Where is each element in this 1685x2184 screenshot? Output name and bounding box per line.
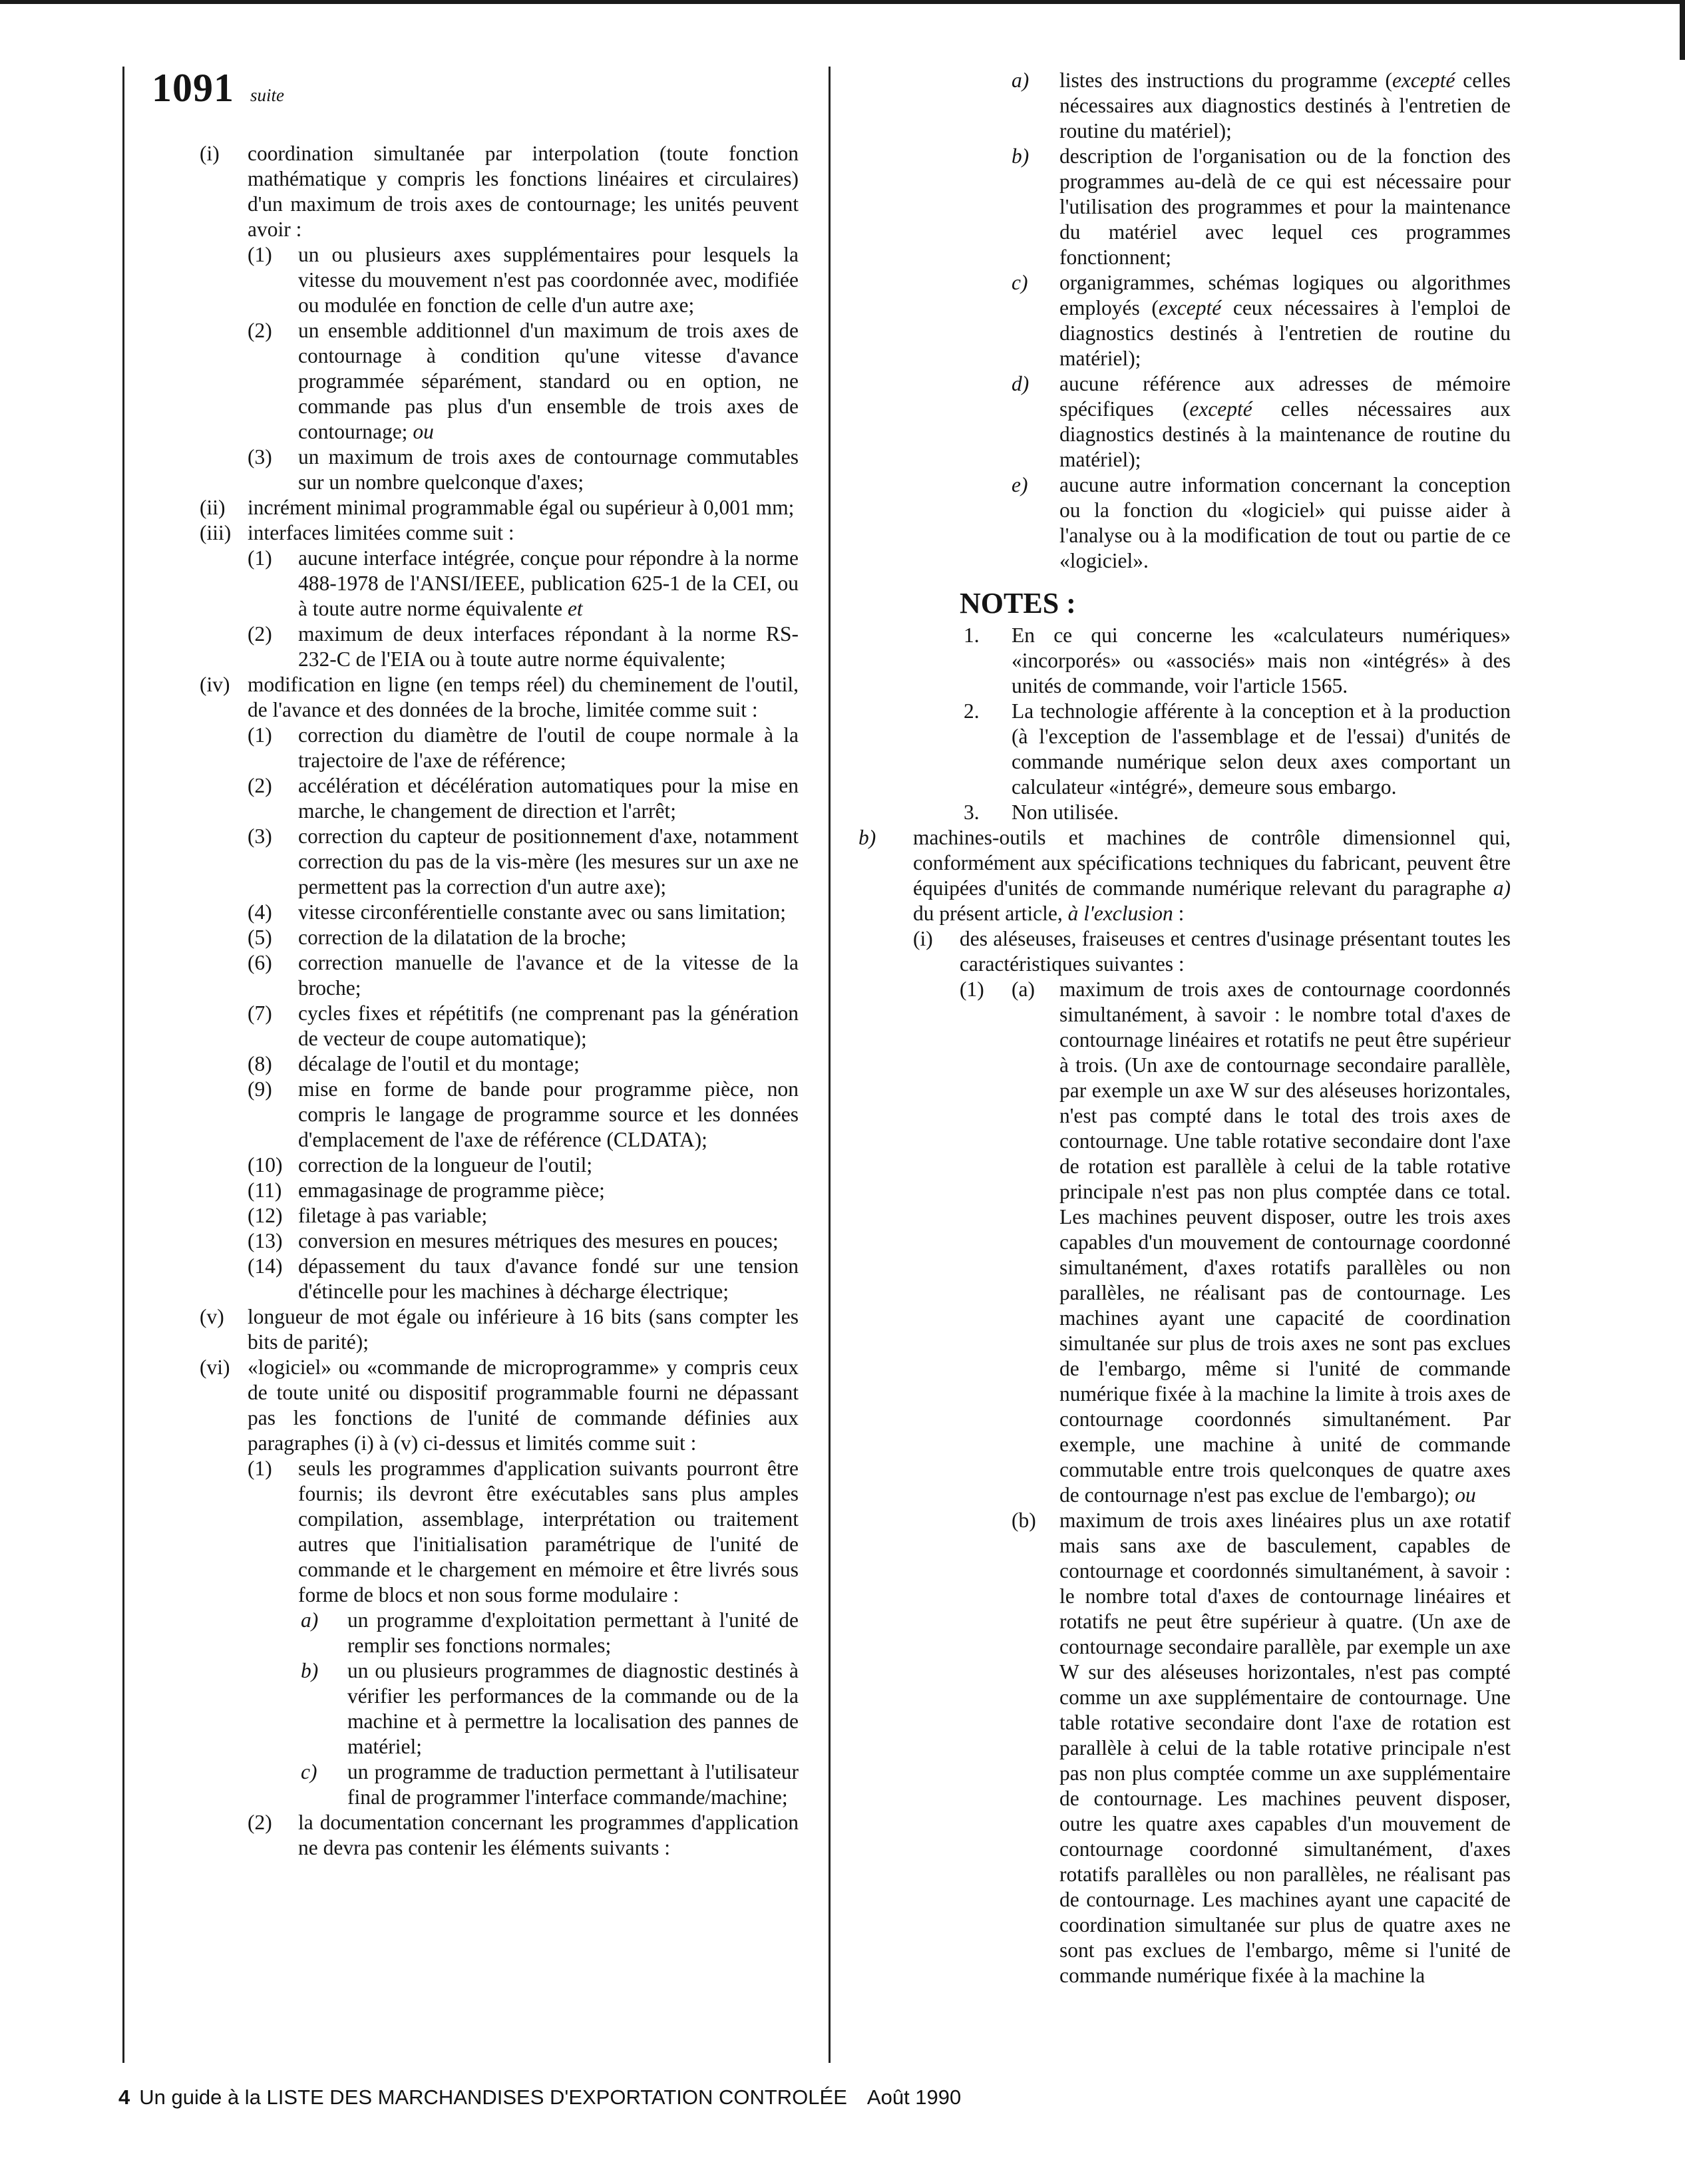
right-edge-rule [1680, 0, 1685, 60]
item-vi-1-c [200, 1759, 799, 1810]
doc-sub-e [858, 472, 1511, 574]
item-iv-list [200, 723, 799, 1304]
item-label: (2) [248, 622, 272, 645]
item-text: un ou plusieurs programmes de diagnostic destinés à vérifier les performances de la commande ou de la machine et à permettre la localisation des pannes de matériel; [347, 1659, 799, 1758]
item-iv-1 [200, 723, 799, 773]
item-label: (13) [248, 1229, 283, 1252]
item-text: machines-outils et machines de contrôle dimensionnel qui, conformément aux spécifications techniques du fabricant, peuvent être équipées d'unités de commande numérique relevant du paragraphe [913, 826, 1511, 900]
item-iv-10 [200, 1153, 799, 1178]
item-label: (iv) [200, 673, 230, 696]
item-vi-1 [200, 1456, 799, 1608]
item-text: des aléseuses, fraiseuses et centres d'usinage présentant toutes les caractéristiques suivantes : [960, 927, 1511, 976]
item-text: mise en forme de bande pour programme pièce, non compris le langage de programme source et les données d'emplacement de l'axe de référence (CLDATA); [298, 1077, 799, 1151]
note-label: 2. [964, 699, 980, 723]
item-text: correction du capteur de positionnement d'axe, notamment correction du pas de la vis-mère (les mesures sur un axe ne permettent pas la correction d'un autre axe); [298, 824, 799, 898]
item-b-i [858, 926, 1511, 977]
item-text: maximum de trois axes linéaires plus un axe rotatif mais sans axe de basculement, capables de contournage et coordonnés simultanément, à savoir : le nombre total d'axes de contournage linéaires et rotatifs ne peut être supérieur à quatre. (Un axe de contournage secondaire parallèle, par exemple un axe W sur des aléseuses horizontales, n'est pas compté comme un axe supplémentaire de contournage. Une table rotative secondaire dont l'axe de rotation est parallèle à celui de la table rotative principale n'est pas non plus comptée comme un axe supplémentaire de contournage. Les machines peuvent disposer, outre les quatre axes capables d'un mouvement de contournage coordonné simultanément, d'axes rotatifs parallèles ou non parallèles, ne réalisant pas de contournage. Les machines ayant une capacité de coordination simultanée sur plus de quatre axes ne sont pas exclues de l'embargo, même si l'unité de commande numérique fixée à la machine la [1059, 1509, 1511, 1987]
item-label: (i) [200, 142, 220, 165]
item-label: (12) [248, 1204, 283, 1227]
emphasis-text: a) [1493, 876, 1511, 900]
item-text: aucune interface intégrée, conçue pour répondre à la norme 488-1978 de l'ANSI/IEEE, publication 625-1 de la CEI, ou à toute autre norme équivalente [298, 546, 799, 620]
item-iv-8 [200, 1051, 799, 1077]
item-text: modification en ligne (en temps réel) du cheminement de l'outil, de l'avance et des données de la broche, limitée comme suit : [248, 673, 799, 721]
item-text: incrément minimal programmable égal ou supérieur à 0,001 mm; [248, 496, 795, 519]
item-label: (4) [248, 900, 272, 924]
doc-sub-d [858, 371, 1511, 472]
item-iv-11 [200, 1178, 799, 1203]
article-number: 1091 [152, 66, 234, 110]
item-iv-7 [200, 1001, 799, 1051]
item-text: interfaces limitées comme suit : [248, 521, 514, 544]
item-b [858, 825, 1511, 926]
item-vi-2 [200, 1810, 799, 1861]
conjunction-text: et [567, 597, 583, 620]
item-sublabel: (a) [1012, 978, 1035, 1001]
item-text: ceux nécessaires à l'emploi de diagnostics destinés à l'entretien de routine du matériel); [1059, 296, 1511, 370]
item-text: aucune référence aux adresses de mémoire spécifiques ( [1059, 372, 1511, 421]
item-ii [200, 495, 799, 520]
item-label: c) [1012, 271, 1028, 294]
item-label: (8) [248, 1052, 272, 1075]
item-label: (10) [248, 1153, 283, 1177]
item-iii-2 [200, 622, 799, 672]
item-i [200, 141, 799, 242]
item-label: (2) [248, 1811, 272, 1834]
item-text: filetage à pas variable; [298, 1204, 488, 1227]
notes-heading: NOTES : [960, 587, 1076, 620]
footer-title: Un guide à la LISTE DES MARCHANDISES D'EXPORTATION CONTROLÉE [139, 2086, 847, 2109]
item-label: (3) [248, 824, 272, 848]
item-label: (1) [248, 546, 272, 570]
section-header [152, 67, 284, 109]
doc-sub-b [858, 144, 1511, 270]
item-text: celles nécessaires aux diagnostics destinés à l'entretien de routine du matériel); [1059, 69, 1511, 142]
item-iv-12 [200, 1203, 799, 1228]
item-text: listes des instructions du programme ( [1059, 69, 1393, 92]
note-text: La technologie afférente à la conception et à la production (à l'exception de l'assemblage et de l'essai) d'unités de commande numérique selon deux axes comportant un calculateur «intégré», demeure sous embargo. [1012, 699, 1511, 799]
item-iv-14 [200, 1254, 799, 1304]
item-i-3 [200, 445, 799, 495]
item-label: (ii) [200, 496, 226, 519]
item-iv-4 [200, 900, 799, 925]
item-text: un ou plusieurs axes supplémentaires pour lesquels la vitesse du mouvement n'est pas coordonnée avec, modifiée ou modulée en fonction de celle d'un autre axe; [298, 243, 799, 317]
item-text: description de l'organisation ou de la fonction des programmes au-delà de ce qui est nécessaire pour l'utilisation des programmes et pour la maintenance du matériel avec lequel ces programmes fonctionnent; [1059, 144, 1511, 269]
left-margin-rule [122, 67, 124, 2063]
item-iv-9 [200, 1077, 799, 1153]
item-i-2 [200, 318, 799, 445]
column-divider-rule [829, 67, 831, 2063]
conjunction-text: ou [1455, 1483, 1476, 1507]
item-label: (9) [248, 1077, 272, 1101]
item-text: celles nécessaires aux diagnostics destinés à la maintenance de routine du matériel); [1059, 397, 1511, 471]
item-label: b) [301, 1659, 319, 1682]
item-text: «logiciel» ou «commande de microprogramme» y compris ceux de toute unité ou dispositif programmable fourni ne dépassant pas les fonctions de l'unité de commande définies aux paragraphes (i) à (v) ci-dessus et limités comme suit : [248, 1356, 799, 1455]
item-label: b) [1012, 144, 1030, 168]
right-column [858, 68, 1511, 1988]
page-footer [118, 2083, 1090, 2112]
item-text: seuls les programmes d'application suivants pourront être fournis; ils devront être exécutables sans plus amples compilation, assemblage, interprétation ou traitement autres que l'initialisation paramétrique de l'unité de commande et le chargement en mémoire et être livrés sous forme de blocs et non sous forme modulaire : [298, 1457, 799, 1606]
item-text: correction du diamètre de l'outil de coupe normale à la trajectoire de l'axe de référence; [298, 723, 799, 772]
item-label: (6) [248, 951, 272, 974]
item-label: e) [1012, 473, 1028, 496]
item-text: accélération et décélération automatiques pour la mise en marche, le changement de direction et l'arrêt; [298, 774, 799, 822]
note-3 [858, 800, 1511, 825]
item-v [200, 1304, 799, 1355]
conjunction-text: ou [413, 420, 434, 443]
item-label: a) [1012, 69, 1030, 92]
item-label: (14) [248, 1254, 283, 1278]
item-text: dépassement du taux d'avance fondé sur une tension d'étincelle pour les machines à décharge électrique; [298, 1254, 799, 1303]
item-label: (vi) [200, 1356, 230, 1379]
item-text: emmagasinage de programme pièce; [298, 1179, 605, 1202]
item-text: : [1173, 902, 1185, 925]
item-vi-1-a [200, 1608, 799, 1658]
footer-date: Août 1990 [866, 2086, 962, 2109]
item-text: correction de la longueur de l'outil; [298, 1153, 593, 1177]
item-text: un ensemble additionnel d'un maximum de trois axes de contournage à condition qu'une vitesse d'avance programmée séparément, standard ou en option, ne commande pas plus d'un ensemble de trois axes de contournage; [298, 319, 799, 443]
item-label: c) [301, 1760, 317, 1783]
note-2 [858, 699, 1511, 800]
item-text: longueur de mot égale ou inférieure à 16 bits (sans compter les bits de parité); [248, 1305, 799, 1354]
note-label: 1. [964, 624, 980, 647]
item-label: (2) [248, 774, 272, 797]
item-text: organigrammes, schémas logiques ou algorithmes employés ( [1059, 271, 1511, 319]
item-label: (1) [960, 978, 984, 1001]
item-label: (3) [248, 445, 272, 468]
doc-sub-a [858, 68, 1511, 144]
item-text: maximum de deux interfaces répondant à la norme RS-232-C de l'EIA ou à toute autre norme équivalente; [298, 622, 799, 671]
item-label: (iii) [200, 521, 232, 544]
item-text: aucune autre information concernant la conception ou la fonction du «logiciel» qui puisse aider à l'analyse ou à la modification de tout ou partie de ce «logiciel». [1059, 473, 1511, 572]
note-label: 3. [964, 801, 980, 824]
suite-label: suite [250, 85, 284, 105]
item-b-i-1-b [858, 1508, 1511, 1988]
item-text: décalage de l'outil et du montage; [298, 1052, 580, 1075]
item-iv [200, 672, 799, 723]
item-iv-5 [200, 925, 799, 950]
item-iv-2 [200, 773, 799, 824]
emphasis-text: à l'exclusion [1067, 902, 1173, 925]
item-label: (i) [913, 927, 933, 950]
item-vi [200, 1355, 799, 1456]
item-iii-1 [200, 546, 799, 622]
item-label: (v) [200, 1305, 224, 1328]
doc-sub-c [858, 270, 1511, 371]
item-text: correction de la dilatation de la broche; [298, 926, 627, 949]
item-text: un programme de traduction permettant à l'utilisateur final de programmer l'interface commande/machine; [347, 1760, 799, 1809]
item-text: correction manuelle de l'avance et de la vitesse de la broche; [298, 951, 799, 1000]
item-label: (1) [248, 1457, 272, 1480]
item-label: (2) [248, 319, 272, 342]
item-text: un maximum de trois axes de contournage commutables sur un nombre quelconque d'axes; [298, 445, 799, 494]
emphasis-text: excepté [1189, 397, 1252, 421]
item-label: (7) [248, 1001, 272, 1025]
item-iv-3 [200, 824, 799, 900]
item-text: du présent article, [913, 902, 1068, 925]
note-text: En ce qui concerne les «calculateurs numériques» «incorporés» ou «associés» mais non «intégrés» à des unités de commande, voir l'article 1565. [1012, 624, 1511, 697]
item-iii [200, 520, 799, 546]
item-text: coordination simultanée par interpolation (toute fonction mathématique y compris les fonctions linéaires et circulaires) d'un maximum de trois axes de contournage; les unités peuvent avoir : [248, 142, 799, 241]
item-label: a) [301, 1608, 319, 1632]
item-vi-1-b [200, 1658, 799, 1759]
item-iv-6 [200, 950, 799, 1001]
top-rule [0, 0, 1685, 4]
note-text: Non utilisée. [1012, 801, 1119, 824]
item-b-i-1-a [858, 977, 1511, 1508]
item-i-1 [200, 242, 799, 318]
note-1 [858, 623, 1511, 699]
item-label: (5) [248, 926, 272, 949]
item-label: b) [858, 826, 876, 849]
item-text: maximum de trois axes de contournage coordonnés simultanément, à savoir : le nombre total d'axes de contournage linéaires et rotatifs ne peut être supérieur à trois. (Un axe de contournage secondaire parallèle, par exemple un axe W sur des aléseuses horizontales, n'est pas compté dans le total des trois axes de contournage. Une table rotative secondaire dont l'axe de rotation est parallèle à celui de la table rotative principale n'est pas non plus comptée dans ce total. Les machines peuvent disposer, outre les trois axes capables d'un mouvement de contournage coordonné simultanément, d'axes rotatifs parallèles ou non parallèles, ne réalisant pas de contournage. Les machines ayant une capacité de coordination simultanée sur plus de trois axes ne sont pas exclues de l'embargo, même si l'unité de commande numérique fixée à la machine la limite à trois axes de contournage coordonnés simultanément. Par exemple, une machine à unité de commande commutable entre trois quelconques de quatre axes de contournage n'est pas exclue de l'embargo); [1059, 978, 1511, 1507]
item-label: d) [1012, 372, 1030, 395]
item-sublabel: (b) [1012, 1509, 1036, 1532]
item-text: cycles fixes et répétitifs (ne comprenant pas la génération de vecteur de coupe automatique); [298, 1001, 799, 1050]
item-label: (1) [248, 723, 272, 747]
item-text: conversion en mesures métriques des mesures en pouces; [298, 1229, 779, 1252]
item-text: la documentation concernant les programmes d'application ne devra pas contenir les éléments suivants : [298, 1811, 799, 1859]
item-label: (11) [248, 1179, 282, 1202]
emphasis-text: excepté [1392, 69, 1455, 92]
left-column [200, 141, 799, 1861]
item-text: un programme d'exploitation permettant à l'unité de remplir ses fonctions normales; [347, 1608, 799, 1657]
item-label: (1) [248, 243, 272, 266]
emphasis-text: excepté [1158, 296, 1222, 319]
page-number: 4 [118, 2086, 130, 2109]
item-text: vitesse circonférentielle constante avec ou sans limitation; [298, 900, 786, 924]
item-iv-13 [200, 1228, 799, 1254]
